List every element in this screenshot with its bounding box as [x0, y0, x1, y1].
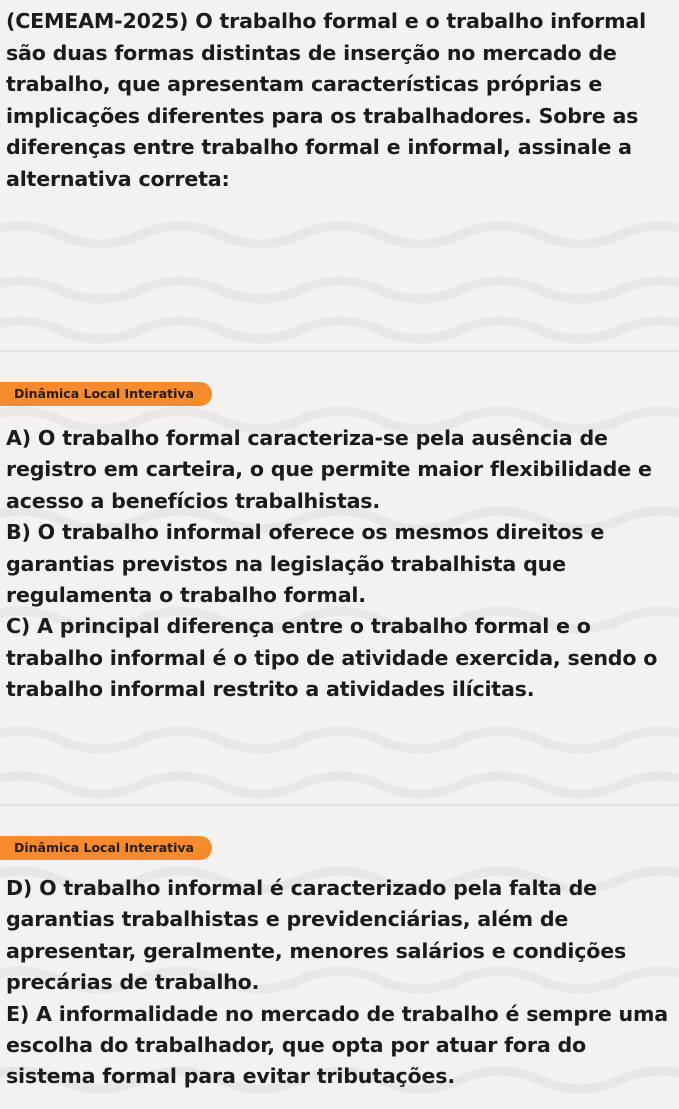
options-list: [6, 423, 672, 706]
option-c[interactable]: C) A principal diferença entre o trabalho formal e o trabalho informal é o tipo de atividade exercida, sendo o trabalho informal restrito a atividades ilícitas.: [6, 614, 658, 702]
question-text: (CEMEAM-2025) O trabalho formal e o trabalho informal são duas formas distintas de inserção no mercado de trabalho, que apresentam características próprias e implicações diferentes para os trabalhadores. Sobre as diferenças entre trabalho formal e informal, assinale a alternativa correta:: [6, 9, 646, 191]
dinamica-badge: Dinâmica Local Interativa: [0, 382, 212, 406]
dinamica-badge: Dinâmica Local Interativa: [0, 836, 212, 860]
slide-divider: [0, 804, 679, 806]
option-b[interactable]: B) O trabalho informal oferece os mesmos direitos e garantias previstos na legislação trabalhista que regulamenta o trabalho formal.: [6, 520, 605, 608]
question-slide: [0, 0, 679, 351]
slide-divider: [0, 350, 679, 352]
option-a[interactable]: A) O trabalho formal caracteriza-se pela ausência de registro em carteira, o que permite maior flexibilidade e acesso a benefícios trabalhistas.: [6, 426, 652, 513]
option-d[interactable]: D) O trabalho informal é caracterizado pela falta de garantias trabalhistas e previdenciárias, além de apresentar, geralmente, menores salários e condições precárias de trabalho.: [6, 876, 627, 995]
options-list: [6, 873, 672, 1093]
option-e[interactable]: E) A informalidade no mercado de trabalho é sempre uma escolha do trabalhador, que opta por atuar fora do sistema formal para evitar tributações.: [6, 1001, 668, 1089]
options-slide-1: [0, 353, 679, 805]
options-slide-2: [0, 807, 679, 1109]
